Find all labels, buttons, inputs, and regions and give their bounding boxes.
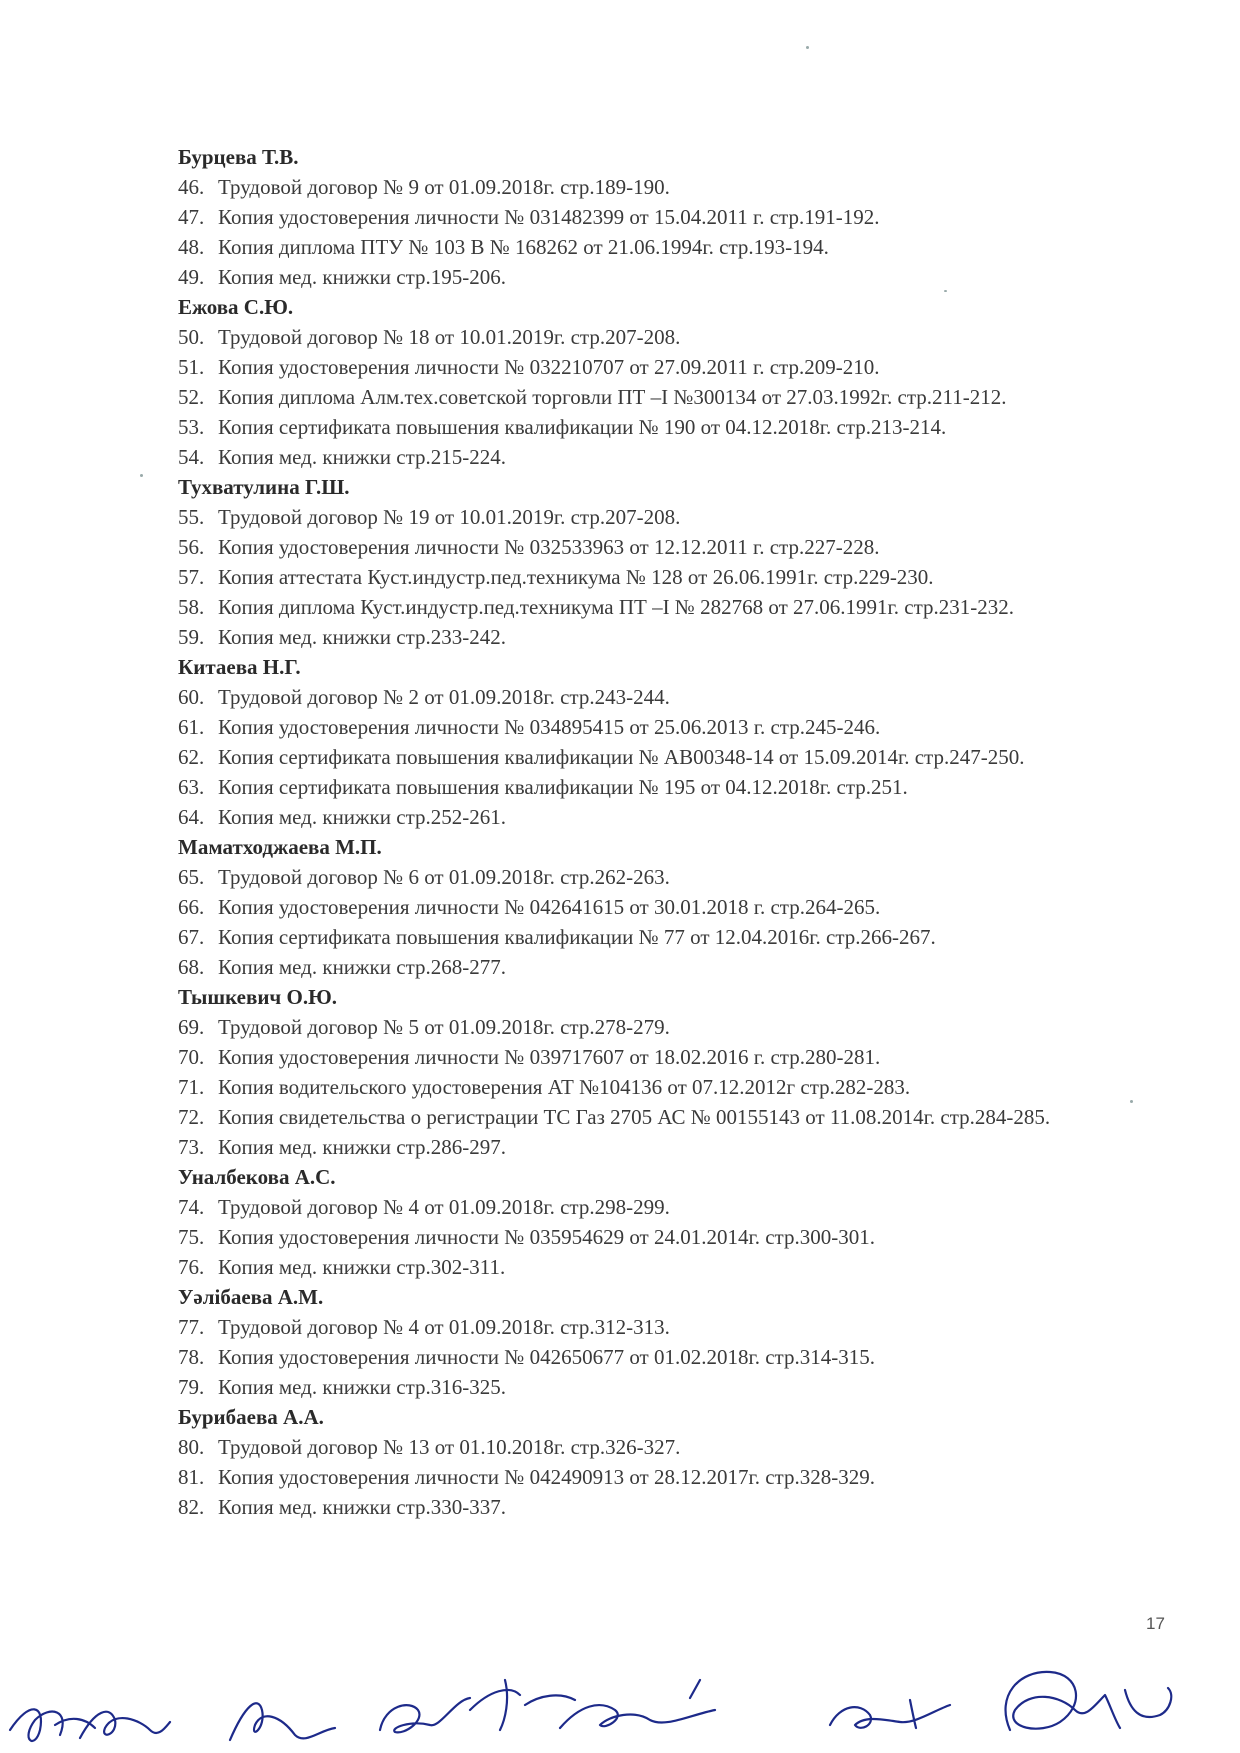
list-item <box>178 892 1168 922</box>
item-text: Копия мед. книжки стр.330-337. <box>218 1495 506 1519</box>
item-text: Копия водительского удостоверения АТ №104136 от 07.12.2012г стр.282-283. <box>218 1075 911 1099</box>
item-text: Копия мед. книжки стр.302-311. <box>218 1255 506 1279</box>
item-text: Копия мед. книжки стр.268-277. <box>218 955 506 979</box>
list-item <box>178 1132 1168 1162</box>
item-number: 73. <box>178 1135 205 1159</box>
item-number: 52. <box>178 385 205 409</box>
person-heading: Уәлібаева А.М. <box>178 1285 324 1309</box>
item-text: Трудовой договор № 19 от 10.01.2019г. стр.207-208. <box>218 505 681 529</box>
item-text: Копия мед. книжки стр.215-224. <box>218 445 506 469</box>
item-number: 69. <box>178 1015 205 1039</box>
list-item <box>178 1252 1168 1282</box>
item-text: Трудовой договор № 4 от 01.09.2018г. стр.312-313. <box>218 1315 670 1339</box>
item-text: Копия сертификата повышения квалификации № 195 от 04.12.2018г. стр.251. <box>218 775 908 799</box>
item-number: 76. <box>178 1255 205 1279</box>
list-item <box>178 1102 1168 1132</box>
list-item <box>178 1372 1168 1402</box>
item-text: Копия свидетельства о регистрации ТС Газ 2705 АС № 00155143 от 11.08.2014г. стр.284-285. <box>218 1105 1051 1129</box>
list-item <box>178 622 1168 652</box>
signatures <box>0 1610 1240 1753</box>
item-number: 55. <box>178 505 205 529</box>
item-text: Трудовой договор № 4 от 01.09.2018г. стр.298-299. <box>218 1195 670 1219</box>
list-item <box>178 1462 1168 1492</box>
list-item <box>178 1492 1168 1522</box>
signature-8 <box>1006 1672 1172 1730</box>
item-text: Копия удостоверения личности № 039717607 от 18.02.2016 г. стр.280-281. <box>218 1045 881 1069</box>
item-text: Трудовой договор № 2 от 01.09.2018г. стр.243-244. <box>218 685 670 709</box>
list-item <box>178 202 1168 232</box>
item-number: 51. <box>178 355 205 379</box>
list-item <box>178 1312 1168 1342</box>
item-number: 54. <box>178 445 205 469</box>
item-text: Трудовой договор № 18 от 10.01.2019г. стр.207-208. <box>218 325 681 349</box>
person-heading: Тухватулина Г.Ш. <box>178 475 350 499</box>
item-number: 79. <box>178 1375 205 1399</box>
list-item <box>178 532 1168 562</box>
item-number: 64. <box>178 805 205 829</box>
list-item <box>178 442 1168 472</box>
item-text: Копия сертификата повышения квалификации № 190 от 04.12.2018г. стр.213-214. <box>218 415 947 439</box>
list-item <box>178 1192 1168 1222</box>
list-item <box>178 412 1168 442</box>
item-number: 61. <box>178 715 205 739</box>
scan-speck <box>140 474 143 477</box>
list-item <box>178 712 1168 742</box>
document-body <box>178 142 1168 1522</box>
item-number: 65. <box>178 865 205 889</box>
item-number: 47. <box>178 205 205 229</box>
item-text: Копия сертификата повышения квалификации № 77 от 12.04.2016г. стр.266-267. <box>218 925 936 949</box>
signature-2 <box>80 1712 170 1738</box>
item-text: Трудовой договор № 13 от 01.10.2018г. стр.326-327. <box>218 1435 681 1459</box>
item-number: 78. <box>178 1345 205 1369</box>
item-number: 60. <box>178 685 205 709</box>
item-text: Копия аттестата Куст.индустр.пед.техникума № 128 от 26.06.1991г. стр.229-230. <box>218 565 934 589</box>
item-number: 70. <box>178 1045 205 1069</box>
item-text: Трудовой договор № 6 от 01.09.2018г. стр.262-263. <box>218 865 670 889</box>
list-item <box>178 502 1168 532</box>
item-text: Копия мед. книжки стр.286-297. <box>218 1135 506 1159</box>
person-heading: Бурибаева А.А. <box>178 1405 324 1429</box>
item-text: Копия удостоверения личности № 042650677 от 01.02.2018г. стр.314-315. <box>218 1345 875 1369</box>
item-number: 63. <box>178 775 205 799</box>
item-number: 49. <box>178 265 205 289</box>
item-number: 82. <box>178 1495 205 1519</box>
list-item <box>178 682 1168 712</box>
item-number: 62. <box>178 745 205 769</box>
item-text: Копия удостоверения личности № 032533963 от 12.12.2011 г. стр.227-228. <box>218 535 880 559</box>
signature-6 <box>560 1680 715 1728</box>
item-number: 80. <box>178 1435 205 1459</box>
item-text: Трудовой договор № 9 от 01.09.2018г. стр.189-190. <box>218 175 670 199</box>
list-item <box>178 322 1168 352</box>
item-text: Копия мед. книжки стр.316-325. <box>218 1375 506 1399</box>
signature-5 <box>470 1680 575 1730</box>
item-text: Копия удостоверения личности № 032210707 от 27.09.2011 г. стр.209-210. <box>218 355 880 379</box>
list-item <box>178 562 1168 592</box>
item-number: 68. <box>178 955 205 979</box>
item-number: 56. <box>178 535 205 559</box>
page-number: 17 <box>1146 1614 1165 1633</box>
person-heading: Ежова С.Ю. <box>178 295 294 319</box>
item-number: 67. <box>178 925 205 949</box>
item-number: 46. <box>178 175 205 199</box>
item-number: 75. <box>178 1225 205 1249</box>
signature-7 <box>830 1700 950 1728</box>
list-item <box>178 352 1168 382</box>
item-text: Копия удостоверения личности № 042490913 от 28.12.2017г. стр.328-329. <box>218 1465 875 1489</box>
list-item <box>178 802 1168 832</box>
item-number: 74. <box>178 1195 205 1219</box>
person-heading: Бурцева Т.В. <box>178 145 299 169</box>
item-text: Копия сертификата повышения квалификации № АВ00348-14 от 15.09.2014г. стр.247-250. <box>218 745 1025 769</box>
list-item <box>178 262 1168 292</box>
person-heading: Китаева Н.Г. <box>178 655 301 679</box>
item-number: 77. <box>178 1315 205 1339</box>
item-text: Трудовой договор № 5 от 01.09.2018г. стр.278-279. <box>218 1015 670 1039</box>
list-item <box>178 1072 1168 1102</box>
item-text: Копия удостоверения личности № 031482399 от 15.04.2011 г. стр.191-192. <box>218 205 880 229</box>
item-text: Копия диплома Алм.тех.советской торговли ПТ –I №300134 от 27.03.1992г. стр.211-212. <box>218 385 1007 409</box>
item-text: Копия диплома Куст.индустр.пед.техникума ПТ –I № 282768 от 27.06.1991г. стр.231-232. <box>218 595 1014 619</box>
list-item <box>178 952 1168 982</box>
signature-3 <box>230 1703 335 1740</box>
item-text: Копия диплома ПТУ № 103 В № 168262 от 21.06.1994г. стр.193-194. <box>218 235 829 259</box>
list-item <box>178 1342 1168 1372</box>
item-text: Копия мед. книжки стр.195-206. <box>218 265 506 289</box>
item-text: Копия удостоверения личности № 035954629 от 24.01.2014г. стр.300-301. <box>218 1225 875 1249</box>
item-number: 66. <box>178 895 205 919</box>
list-item <box>178 922 1168 952</box>
list-item <box>178 1432 1168 1462</box>
list-item <box>178 382 1168 412</box>
item-number: 81. <box>178 1465 205 1489</box>
item-number: 71. <box>178 1075 205 1099</box>
item-number: 48. <box>178 235 205 259</box>
signature-4 <box>380 1698 470 1732</box>
list-item <box>178 1012 1168 1042</box>
item-number: 72. <box>178 1105 205 1129</box>
item-text: Копия удостоверения личности № 034895415 от 25.06.2013 г. стр.245-246. <box>218 715 881 739</box>
item-number: 58. <box>178 595 205 619</box>
list-item <box>178 172 1168 202</box>
list-item <box>178 1042 1168 1072</box>
scan-speck <box>944 290 947 292</box>
scan-speck <box>806 46 809 49</box>
item-number: 50. <box>178 325 205 349</box>
person-heading: Тышкевич О.Ю. <box>178 985 337 1009</box>
item-text: Копия удостоверения личности № 042641615 от 30.01.2018 г. стр.264-265. <box>218 895 881 919</box>
person-heading: Маматходжаева М.П. <box>178 835 382 859</box>
item-text: Копия мед. книжки стр.233-242. <box>218 625 506 649</box>
list-item <box>178 742 1168 772</box>
list-item <box>178 232 1168 262</box>
list-item <box>178 1222 1168 1252</box>
person-heading: Уналбекова А.С. <box>178 1165 336 1189</box>
list-item <box>178 772 1168 802</box>
item-text: Копия мед. книжки стр.252-261. <box>218 805 506 829</box>
item-number: 57. <box>178 565 205 589</box>
list-item <box>178 862 1168 892</box>
item-number: 59. <box>178 625 205 649</box>
scan-speck <box>1130 1100 1133 1103</box>
list-item <box>178 592 1168 622</box>
item-number: 53. <box>178 415 205 439</box>
